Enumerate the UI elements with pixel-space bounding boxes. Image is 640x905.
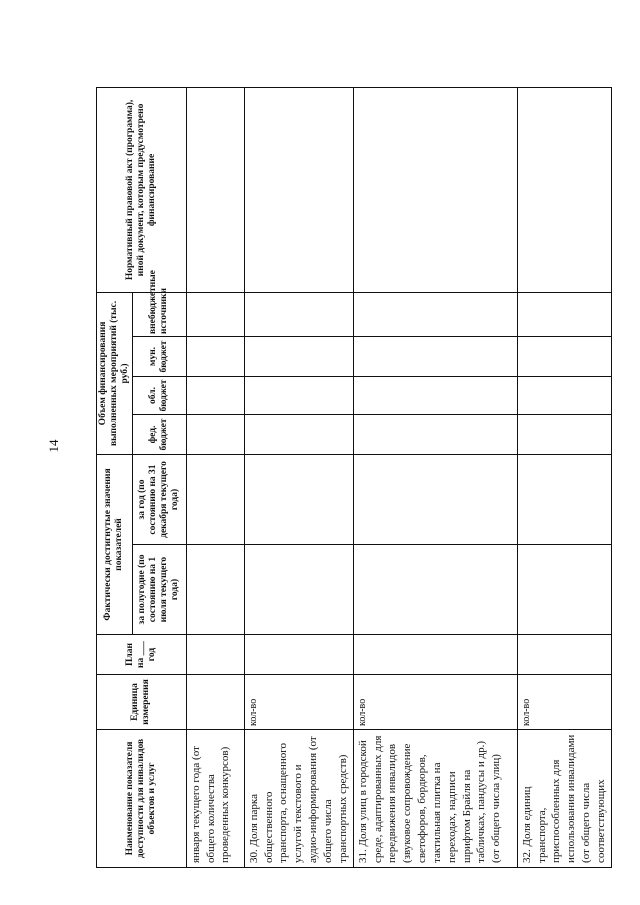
table-row (186, 87, 244, 867)
cell-mun (517, 336, 611, 376)
cell-fed (517, 414, 611, 454)
header-finance-group: Объем финансирования выполненных мероприятий (тыс. руб.) (97, 292, 133, 454)
header-plan: План на ___ год (97, 635, 187, 675)
cell-mun (244, 336, 353, 376)
row-indicator: 30. Доля парка общественного транспорта, оснащенного услугой текстового и аудио-информирования (от общего числа транспортных средств) (244, 730, 353, 868)
cell-actual-year (353, 454, 517, 544)
cell-fed (244, 414, 353, 454)
cell-extra (186, 292, 244, 336)
cell-reg (517, 376, 611, 414)
table-row (517, 87, 611, 867)
cell-plan (353, 635, 517, 675)
header-unit: Единица измерения (97, 675, 187, 730)
row-unit: кол-во (244, 675, 353, 730)
row-unit (186, 675, 244, 730)
header-indicator: Наименование показателя доступности для инвалидов объектов и услуг (97, 730, 187, 868)
header-legal-act: Нормативный правовой акт (программа), иной документ, которым предусмотрено финансирование (97, 87, 187, 292)
row-indicator: 31. Доля улиц в городской среде, адаптированных для передвижения инвалидов (звуковое сопровождение светофоров, бордюров, тактильная плитка на переходах, надписи шрифтом Брайля на табличках, пандусы и др.) (от общего числа улиц) (353, 730, 517, 868)
cell-fed (186, 414, 244, 454)
cell-fed (353, 414, 517, 454)
row-indicator: 32. Доля единиц транспорта, приспособленных для использования инвалидами (от общего числа соответствующих (517, 730, 611, 868)
rotated-table-container (96, 88, 607, 868)
cell-legal-act (244, 87, 353, 292)
cell-extra (517, 292, 611, 336)
header-mun-budget: мун. бюджет (132, 336, 186, 376)
cell-reg (186, 376, 244, 414)
cell-extra (353, 292, 517, 336)
header-actual-half: за полугодие (по состоянию на 1 июля текущего года) (132, 545, 186, 635)
cell-legal-act (517, 87, 611, 292)
header-fed-budget: фед. бюджет (132, 414, 186, 454)
cell-mun (186, 336, 244, 376)
cell-actual-half (186, 545, 244, 635)
header-actual-group: Фактически достигнутые значения показателей (97, 454, 133, 634)
page-number: 14 (46, 439, 61, 453)
table-row (244, 87, 353, 867)
row-indicator: января текущего года (от общего количества проведенных конкурсов) (186, 730, 244, 868)
cell-actual-half (517, 545, 611, 635)
table-row (353, 87, 517, 867)
cell-plan (517, 635, 611, 675)
accessibility-indicators-table (96, 87, 612, 868)
cell-reg (244, 376, 353, 414)
header-actual-year: за год (по состоянию на 31 декабря текущего года) (132, 454, 186, 544)
header-reg-budget: обл. бюджет (132, 376, 186, 414)
cell-mun (353, 336, 517, 376)
cell-actual-half (353, 545, 517, 635)
cell-legal-act (353, 87, 517, 292)
cell-actual-year (244, 454, 353, 544)
row-unit: кол-во (517, 675, 611, 730)
cell-plan (186, 635, 244, 675)
cell-actual-year (517, 454, 611, 544)
cell-actual-half (244, 545, 353, 635)
row-unit: кол-во (353, 675, 517, 730)
header-extra-budget: внебюджетные источники (132, 292, 186, 336)
cell-plan (244, 635, 353, 675)
cell-reg (353, 376, 517, 414)
cell-legal-act (186, 87, 244, 292)
cell-extra (244, 292, 353, 336)
cell-actual-year (186, 454, 244, 544)
